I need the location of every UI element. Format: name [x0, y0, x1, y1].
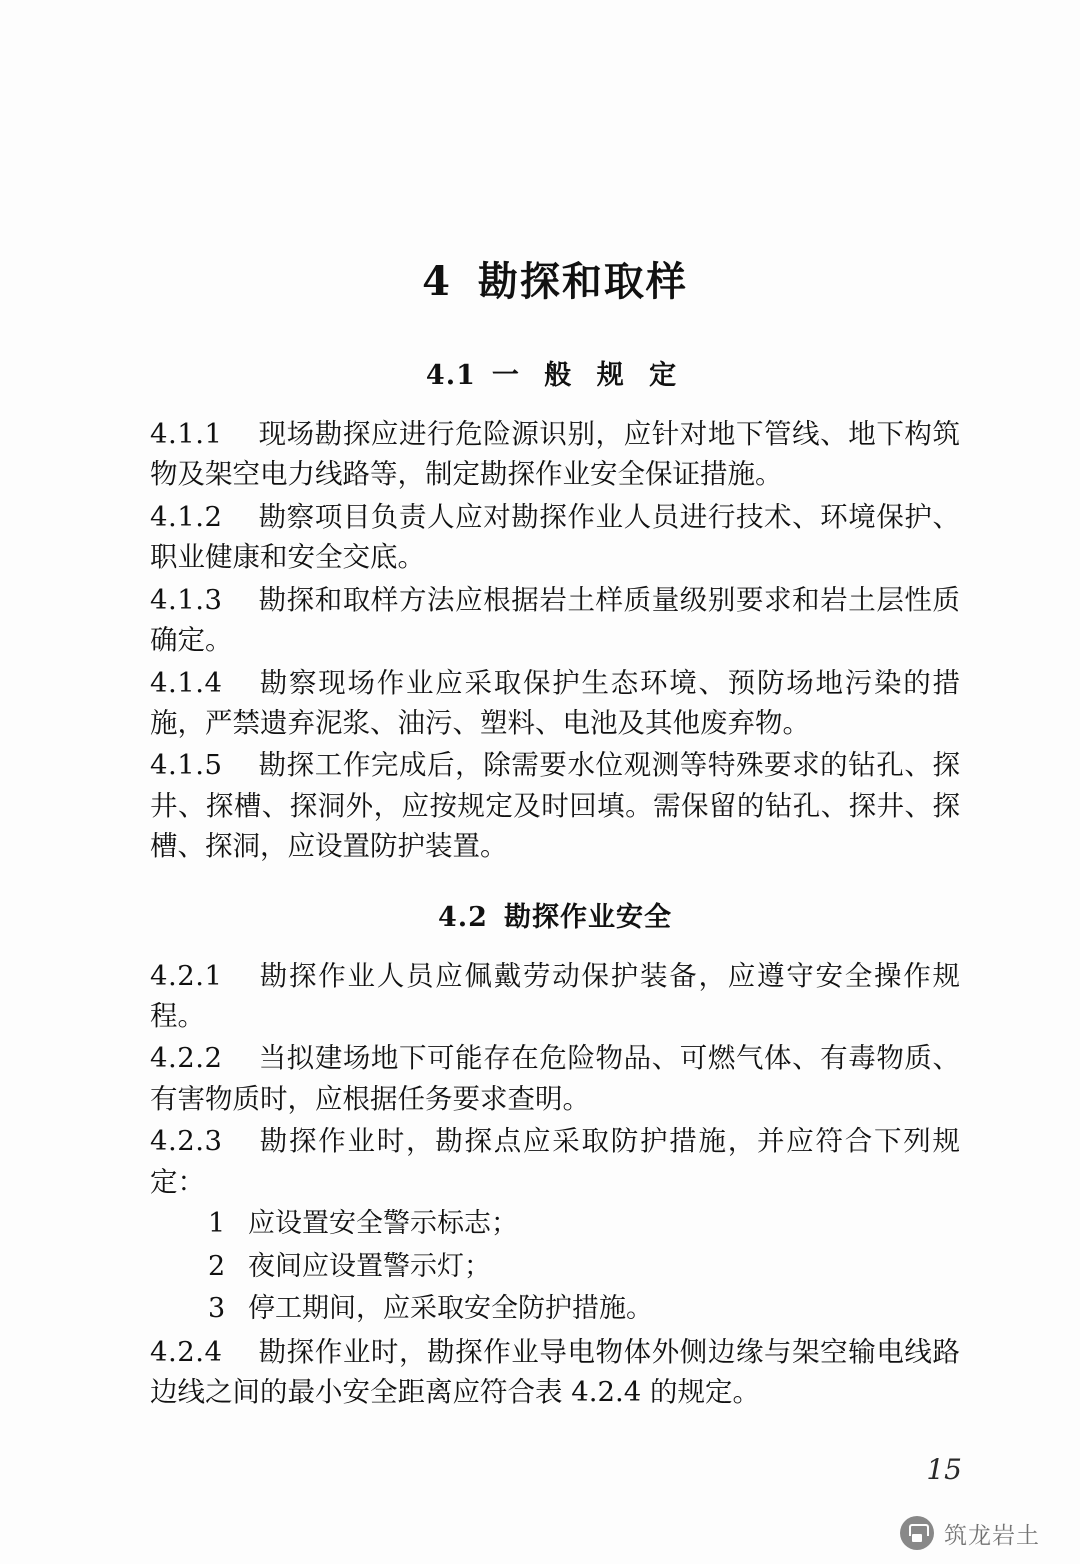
paragraph-4-2-3 — [150, 1121, 960, 1202]
section-label-4-1: 一 般 规 定 — [491, 360, 685, 391]
section-title-4-2 — [150, 895, 960, 934]
page-content — [150, 250, 960, 1415]
paragraph-4-1-2 — [150, 497, 960, 578]
paragraph-text-4-1-5: 勘探工作完成后，除需要水位观测等特殊要求的钻孔、探井、探槽、探洞外，应按规定及时回填。需保留的钻孔、探井、探槽、探洞，应设置防护装置。 — [150, 749, 960, 863]
section-label-4-2: 勘探作业安全 — [503, 901, 672, 933]
paragraph-label-4-1-1: 4.1.1 — [150, 418, 223, 450]
page-number: 15 — [926, 1453, 962, 1486]
paragraph-label-4-1-4: 4.1.4 — [150, 666, 223, 699]
paragraph-label-4-2-1: 4.2.1 — [150, 959, 223, 992]
list-item — [150, 1204, 960, 1245]
list-item-text: 停工期间，应采取安全防护措施。 — [248, 1293, 653, 1325]
paragraph-text-4-2-4: 勘探作业时，勘探作业导电物体外侧边缘与架空输电线路边线之间的最小安全距离应符合表 4.2.4 的规定。 — [150, 1335, 960, 1409]
paragraph-label-4-2-2: 4.2.2 — [150, 1042, 223, 1075]
paragraph-label-4-2-3: 4.2.3 — [150, 1125, 223, 1158]
list-item-index: 2 — [208, 1250, 226, 1282]
paragraph-label-4-2-4: 4.2.4 — [150, 1335, 223, 1368]
paragraph-4-1-3 — [150, 580, 960, 661]
list-item-text: 夜间应设置警示灯； — [248, 1250, 491, 1282]
paragraph-text-4-2-3: 勘探作业时，勘探点应采取防护措施，并应符合下列规定： — [150, 1125, 960, 1198]
paragraph-label-4-1-5: 4.1.5 — [150, 749, 223, 782]
paragraph-label-4-1-2: 4.1.2 — [150, 500, 223, 533]
list-item-text: 应设置安全警示标志； — [248, 1208, 518, 1240]
paragraph-4-1-4 — [150, 663, 960, 744]
sub-item-list-4-2-3 — [150, 1204, 960, 1330]
list-item-index: 3 — [208, 1293, 226, 1325]
paragraph-text-4-2-1: 勘探作业人员应佩戴劳动保护装备，应遵守安全操作规程。 — [150, 959, 960, 1033]
chapter-title — [150, 250, 960, 307]
watermark — [900, 1516, 1040, 1550]
paragraph-text-4-1-1: 现场勘探应进行危险源识别，应针对地下管线、地下构筑物及架空电力线路等，制定勘探作业安全保证措施。 — [150, 418, 960, 491]
section-spacer — [150, 869, 960, 895]
paragraph-4-2-4 — [150, 1332, 960, 1413]
list-item — [150, 1289, 960, 1330]
paragraph-4-2-2 — [150, 1038, 960, 1119]
paragraph-4-1-5 — [150, 745, 960, 866]
watermark-label: 筑龙岩土 — [944, 1522, 1040, 1549]
paragraph-4-1-1 — [150, 414, 960, 495]
paragraph-text-4-1-2: 勘察项目负责人应对勘探作业人员进行技术、环境保护、职业健康和安全交底。 — [150, 500, 960, 574]
section-title-4-1 — [150, 353, 960, 392]
list-item — [150, 1247, 960, 1288]
paragraph-text-4-2-2: 当拟建场地下可能存在危险物品、可燃气体、有毒物质、有害物质时，应根据任务要求查明。 — [150, 1042, 960, 1115]
paragraph-4-2-1 — [150, 956, 960, 1037]
chapter-title-text: 勘探和取样 — [477, 258, 688, 305]
chapter-number: 4 — [422, 258, 452, 305]
list-item-index: 1 — [208, 1208, 226, 1240]
wechat-account-logo-icon — [900, 1516, 934, 1550]
paragraph-label-4-1-3: 4.1.3 — [150, 583, 223, 616]
section-number-4-1: 4.1 — [425, 360, 476, 391]
section-number-4-2: 4.2 — [438, 901, 488, 933]
paragraph-text-4-1-3: 勘探和取样方法应根据岩土样质量级别要求和岩土层性质确定。 — [150, 583, 960, 657]
paragraph-text-4-1-4: 勘察现场作业应采取保护生态环境、预防场地污染的措施，严禁遗弃泥浆、油污、塑料、电池及其他废弃物。 — [150, 666, 960, 739]
